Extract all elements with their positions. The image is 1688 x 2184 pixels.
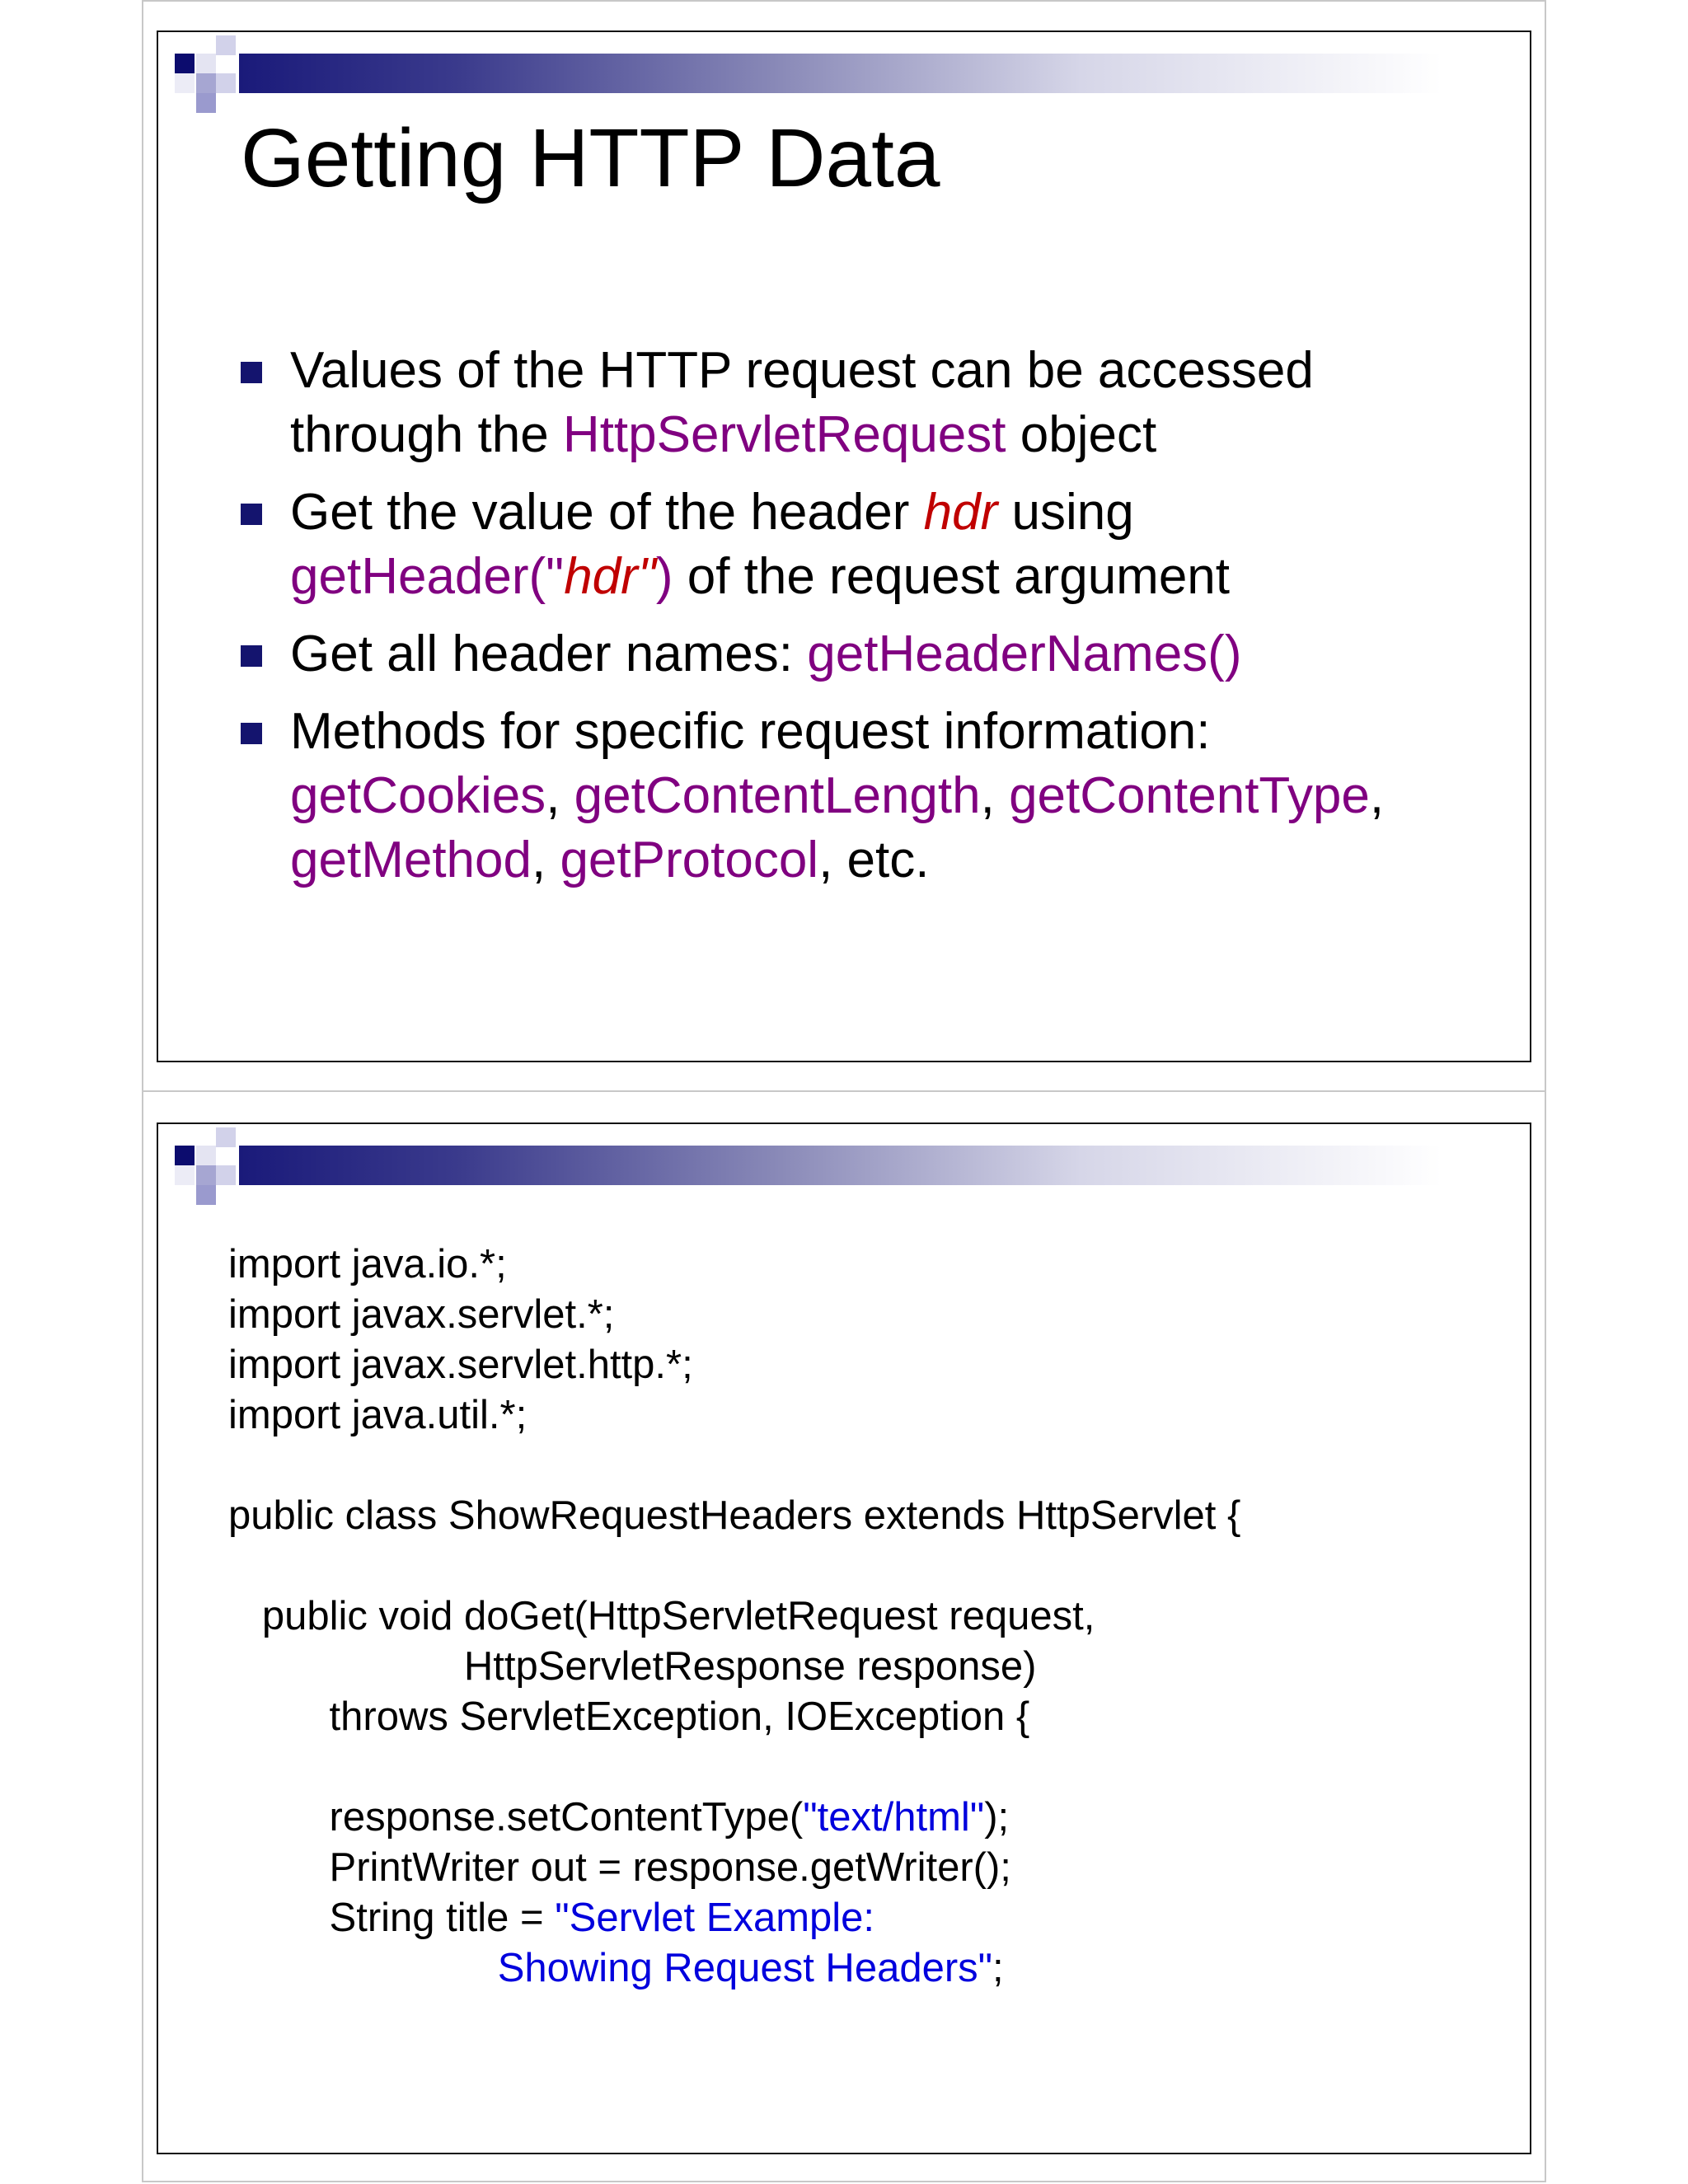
code-line [228, 1893, 1240, 1943]
code-text: response.setContentType( [228, 1795, 804, 1840]
decor-square [216, 1165, 236, 1185]
bullet-item [241, 700, 1493, 893]
code-line [228, 1541, 1240, 1591]
bullet-text-segment: , etc. [818, 832, 930, 888]
bullet-text-segment: object [1006, 406, 1157, 463]
slide-code-example [157, 1122, 1531, 2154]
bullet-text-segment: , [980, 767, 1010, 824]
code-line [228, 1491, 1240, 1541]
decor-square [196, 1146, 216, 1165]
bullet-square-icon [241, 645, 262, 667]
decor-square [216, 35, 236, 55]
code-line [228, 1843, 1240, 1893]
code-text: PrintWriter out = response.getWriter(); [228, 1845, 1011, 1890]
bullet-text-segment: , [1369, 767, 1385, 824]
decor-square [175, 1165, 195, 1185]
code-line [228, 1692, 1240, 1742]
bullet-item [241, 339, 1493, 467]
code-line [228, 1441, 1240, 1491]
code-block [228, 1240, 1240, 1994]
bullet-square-icon [241, 362, 262, 383]
bullet-text-segment: , [532, 832, 560, 888]
code-line [228, 1240, 1240, 1290]
bullet-text-segment: of the request argument [673, 548, 1231, 605]
code-string-literal: "text/html" [803, 1795, 985, 1840]
bullet-text-segment: Get the value of the header [290, 484, 924, 541]
code-text: import java.util.*; [228, 1393, 528, 1437]
title-gradient-bar [239, 54, 1442, 93]
code-text: public void doGet(HttpServletRequest request, [228, 1594, 1095, 1638]
decor-square [175, 73, 195, 93]
bullet-list [241, 339, 1493, 906]
page-divider [142, 1090, 1546, 1092]
decor-square [196, 1185, 216, 1205]
bullet-text-segment: getHeader(" [290, 548, 565, 605]
bullet-text-segment: Get all header names: [290, 626, 808, 682]
slide-title: Getting HTTP Data [241, 112, 940, 204]
bullet-text-segment: using [997, 484, 1134, 541]
code-line [228, 1642, 1240, 1692]
decor-square [175, 1146, 195, 1165]
bullet-text-segment: getContentType [1009, 767, 1370, 824]
code-text: HttpServletResponse response) [228, 1644, 1037, 1689]
code-text: ; [992, 1946, 1004, 1990]
code-line [228, 1290, 1240, 1340]
code-text [228, 1946, 498, 1990]
bullet-item [241, 480, 1493, 609]
code-text: import javax.servlet.*; [228, 1292, 615, 1337]
decor-square [216, 73, 236, 93]
slide-getting-http-data [157, 30, 1531, 1062]
bullet-text-segment: hdr" [564, 548, 656, 605]
bullet-text-segment: getProtocol [560, 832, 819, 888]
code-string-literal: "Servlet Example: [555, 1896, 875, 1940]
decor-square [216, 1127, 236, 1147]
bullet-item [241, 622, 1493, 687]
code-text: String title = [228, 1896, 556, 1940]
code-text: import javax.servlet.http.*; [228, 1343, 693, 1387]
code-text: import java.io.*; [228, 1242, 507, 1286]
bullet-square-icon [241, 504, 262, 525]
code-text: throws ServletException, IOException { [228, 1694, 1030, 1739]
bullet-text-segment: getCookies [290, 767, 546, 824]
bullet-text-segment: Values of the HTTP request can be accessed through the [290, 342, 1314, 463]
title-gradient-bar [239, 1146, 1442, 1185]
code-text: public class ShowRequestHeaders extends HttpServlet { [228, 1493, 1241, 1538]
bullet-text-segment: getHeaderNames() [807, 626, 1242, 682]
code-line [228, 1591, 1240, 1642]
decor-square [196, 73, 216, 93]
decor-square [196, 1165, 216, 1185]
bullet-square-icon [241, 723, 262, 744]
bullet-text-segment: getContentLength [574, 767, 981, 824]
bullet-text-segment: , [546, 767, 574, 824]
bullet-text-segment: ) [655, 548, 673, 605]
code-line [228, 1340, 1240, 1390]
bullet-text-segment: Methods for specific request information: [290, 703, 1211, 760]
decor-square [196, 93, 216, 113]
bullet-text-segment: hdr [923, 484, 998, 541]
code-line [228, 1390, 1240, 1441]
code-line [228, 1793, 1240, 1843]
bullet-text-segment: HttpServletRequest [562, 406, 1006, 463]
code-string-literal: Showing Request Headers" [497, 1946, 993, 1990]
decor-square [196, 54, 216, 73]
code-line [228, 1742, 1240, 1793]
bullet-text-segment: getMethod [290, 832, 532, 888]
code-text: ); [984, 1795, 1010, 1840]
code-line [228, 1943, 1240, 1994]
decor-square [175, 54, 195, 73]
